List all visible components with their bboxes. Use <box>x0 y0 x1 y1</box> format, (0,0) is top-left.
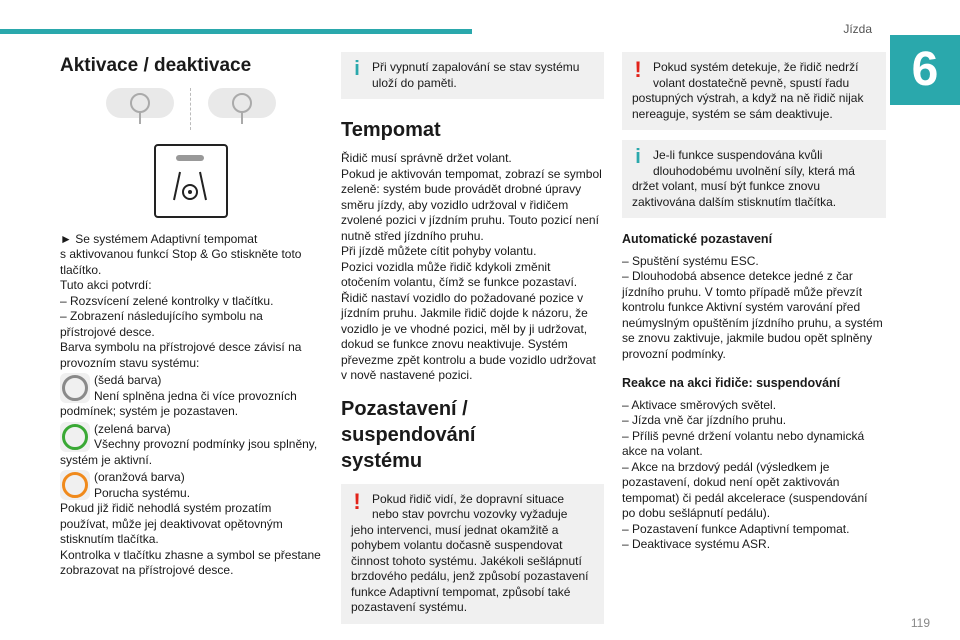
text-line: se znovu zaktivuje, jakmile budou opět splněny <box>622 331 873 345</box>
text-line: jízdního pruhu. V tomto případě může převzít <box>622 284 863 299</box>
indicator-color-label: (zelená barva) <box>94 421 171 436</box>
steering-wheel-left-icon <box>106 88 174 118</box>
button-indicator-light <box>176 155 204 161</box>
text-line: – Aktivace směrových světel. <box>622 397 777 412</box>
text-line: – Pozastavení funkce Adaptivní tempomat. <box>622 521 850 536</box>
text-line: neúmyslným opuštěním jízdního pruhu, a systém <box>622 315 883 330</box>
text-line: s aktivovanou funkcí Stop & Go stiskněte toto <box>60 247 302 261</box>
warning-text: činnost tohoto systému. Jakékoli sešlápnutí <box>351 553 582 568</box>
warning-box-intervention <box>341 484 604 624</box>
indicator-desc: Není splněna jedna či více provozních <box>94 388 297 403</box>
text-line: přístrojové desce. <box>60 324 155 339</box>
column-1 <box>60 52 322 579</box>
text-line: jízdním pruhu. Jakmile řidič dojde k názoru, že <box>341 306 588 320</box>
text-line: tempomat) či pedál akcelerace (suspendování <box>622 490 868 505</box>
steering-wheel-green-icon <box>60 422 90 452</box>
text-line: – Jízda vně čar jízdního pruhu. <box>622 413 787 427</box>
steering-wheel-right-icon <box>208 88 276 118</box>
text-line: dokud se funkce znovu neaktivuje. Systém <box>341 337 568 351</box>
text-line: v nově nastavené pozici. <box>341 368 473 382</box>
steering-wheel-orange-icon <box>60 470 90 500</box>
text-line: Barva symbolu na přístrojové desce závisí na <box>60 340 302 354</box>
info-icon: i <box>635 146 641 168</box>
warning-text: pohybem volantu dočasně suspendovat <box>351 538 563 552</box>
heading-tempomat: Tempomat <box>341 119 441 141</box>
warning-text: volant dostatečně pevně, spustí řadu <box>653 75 850 90</box>
text-line: tlačítko. <box>60 262 102 277</box>
warning-text: Pokud systém detekuje, že řidič nedrží <box>653 60 859 74</box>
info-box-memory <box>341 52 604 99</box>
text-line: ► Se systémem Adaptivní tempomat <box>60 231 258 246</box>
warning-box-grip <box>622 52 886 130</box>
text-line: akce na volant. <box>622 444 703 458</box>
column-3 <box>622 52 886 553</box>
warning-text: brzdového pedálu, jenž způsobí pozastavení <box>351 569 589 583</box>
warning-text: nereaguje, systém se sám deaktivuje. <box>632 106 833 121</box>
warning-text: postupných výstrah, a když na ně řidič nijak <box>632 91 864 105</box>
text-line: po dobu sešlápnutí pedálu). <box>622 506 771 520</box>
text-line: Kontrolka v tlačítku zhasne a symbol se přestane <box>60 547 321 562</box>
info-icon: i <box>354 58 360 80</box>
text-line: Pozici vozidla může řidič kdykoli změnit <box>341 259 551 274</box>
indicator-desc: systém je aktivní. <box>60 452 153 467</box>
text-line: směru jízdy, aby vozidlo udržoval v řidičem <box>341 197 569 212</box>
indicator-desc: podmínek; systém je pozastaven. <box>60 404 239 418</box>
warning-text: Pokud řidič vidí, že dopravní situace <box>372 491 565 506</box>
steering-wheel-grey-icon <box>60 373 90 403</box>
text-line: Pokud je aktivován tempomat, zobrazí se symbol <box>341 166 602 181</box>
indicator-grey <box>60 373 322 404</box>
text-line: Při jízdě můžete cítit pohyby volantu. <box>341 244 537 258</box>
text-line: provozní podmínky. <box>622 346 726 361</box>
info-text: uloží do paměti. <box>372 75 457 90</box>
text-line: – Zobrazení následujícího symbolu na <box>60 309 263 323</box>
indicator-desc: Všechny provozní podmínky jsou splněny, <box>94 437 318 451</box>
section-name: Jízda <box>843 22 872 36</box>
column-2 <box>341 52 604 634</box>
indicator-orange <box>60 470 322 501</box>
text-line: – Spuštění systému ESC. <box>622 253 759 268</box>
text-line: – Dlouhodobá absence detekce jedné z čar <box>622 269 853 283</box>
heading-suspend-cont: systému <box>341 449 423 472</box>
text-line: provozním stavu systému: <box>60 355 200 370</box>
heading-driver-reaction: Reakce na akci řidiče: suspendování <box>622 376 841 390</box>
text-line: kontrolu funkce Aktivní systém varování před <box>622 300 861 314</box>
text-line: zvolené pozici v jízdním pruhu. Touto pozicí není <box>341 213 599 227</box>
text-line: používat, může jej deaktivovat opětovným <box>60 516 283 531</box>
info-text: Je-li funkce suspendována kvůli <box>653 148 823 162</box>
warning-text: nebo stav povrchu vozovky vyžaduje <box>372 507 568 521</box>
info-box-reactivate <box>622 140 886 218</box>
info-text: dlouhodobému uvolnění síly, která má <box>653 163 855 178</box>
text-line: – Akce na brzdový pedál (výsledkem je <box>622 459 830 474</box>
warning-icon: ! <box>353 488 361 514</box>
text-line: Tuto akci potvrdí: <box>60 278 152 292</box>
text-line: Pokud již řidič nehodlá systém prozatím <box>60 501 272 515</box>
heading-activation: Aktivace / deaktivace <box>60 55 252 76</box>
text-line: vozidlo je ve vhodné pozici, měl by ji udržovat, <box>341 321 588 336</box>
text-line: zeleně: systém bude provádět drobné úpravy <box>341 182 582 196</box>
info-text: zaktivována dalším stisknutím tlačítka. <box>632 194 837 209</box>
info-text: držet volant, musí být funkce znovu <box>632 179 821 193</box>
text-line: otočením volantu, čímž se funkce pozastaví. <box>341 275 578 289</box>
text-line: Řidič musí správně držet volant. <box>341 151 512 165</box>
indicator-green <box>60 422 322 453</box>
text-line: zobrazovat na přístrojové desce. <box>60 563 234 577</box>
text-line: převezme zpět kontrolu a bude vozidlo udržovat <box>341 352 596 367</box>
warning-text: funkce Adaptivní tempomat, způsobí také <box>351 584 571 599</box>
text-line: Řidič nastaví vozidlo do požadované pozice v <box>341 290 584 305</box>
header-accent-bar <box>0 29 472 34</box>
text-line: nutně střed jízdního pruhu. <box>341 228 484 243</box>
indicator-desc: Porucha systému. <box>94 485 191 500</box>
lane-keeping-button-icon <box>154 144 228 218</box>
indicator-color-label: (šedá barva) <box>94 373 162 387</box>
steering-wheel-illustration <box>60 88 322 130</box>
text-line: – Příliš pevné držení volantu nebo dynamická <box>622 428 865 443</box>
info-text: Při vypnutí zapalování se stav systému <box>372 60 580 74</box>
text-line: – Rozsvícení zelené kontrolky v tlačítku. <box>60 293 274 308</box>
page-number: 119 <box>910 616 930 630</box>
indicator-color-label: (oranžová barva) <box>94 470 185 484</box>
chapter-number: 6 <box>890 35 960 105</box>
warning-icon: ! <box>634 57 642 82</box>
warning-text: jeho intervenci, musí jednat okamžitě a <box>351 522 559 537</box>
text-line: pozastavení, dokud není opět zaktivován <box>622 475 840 489</box>
text-line: stisknutím tlačítka. <box>60 532 159 546</box>
text-line: – Deaktivace systému ASR. <box>622 537 771 551</box>
heading-suspend: Pozastavení / suspendování <box>341 397 476 446</box>
illustration-divider <box>190 88 192 130</box>
heading-auto-pause: Automatické pozastavení <box>622 232 773 246</box>
warning-text: pozastavení systému. <box>351 600 468 614</box>
